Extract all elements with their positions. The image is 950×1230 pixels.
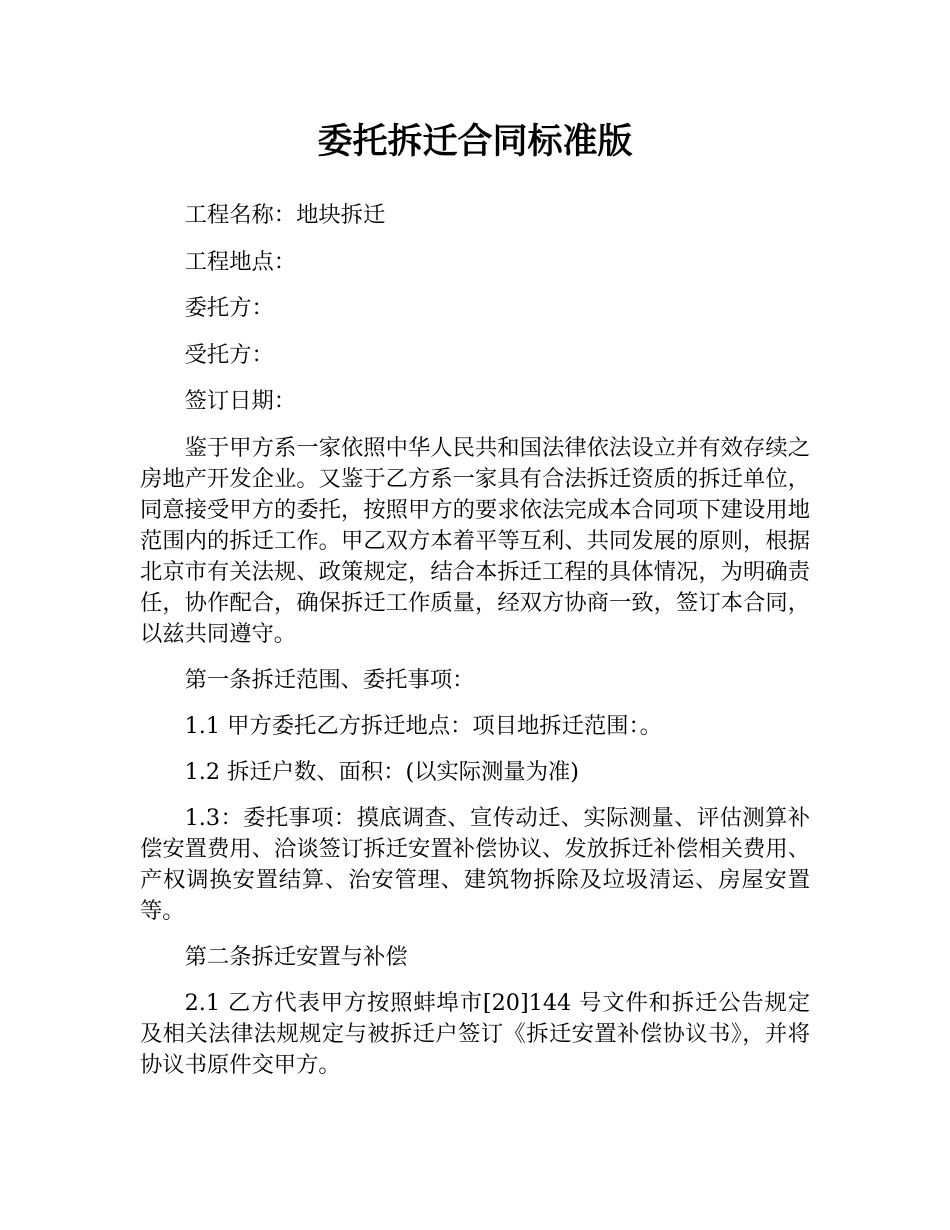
field-client: 委托方： [184,295,274,321]
clause-1-2: 1.2 拆迁户数、面积：(以实际测量为准) [184,758,579,785]
field-contractor: 受托方： [184,341,274,368]
clause-1-3: 1.3：委托事项：摸底调查、宣传动迁、实际测量、评估测算补偿安置费用、洽谈签订拆迁安置补偿协议、发放拆迁补偿相关费用、产权调换安置结算、治安管理、建筑物拆除及垃圾清运、房屋安置等。 [140,804,810,924]
document-title: 委托拆迁合同标准版 [317,122,633,162]
article-2-heading: 第二条拆迁安置与补偿 [184,943,408,970]
field-project-name: 工程名称：地块拆迁 [184,202,386,228]
document-body [140,200,810,1096]
clause-2-1: 2.1 乙方代表甲方按照蚌埠市[20]144 号文件和拆迁公告规定及相关法律法规规定与被拆迁户签订《拆迁安置补偿协议书》，并将协议书原件交甲方。 [140,989,810,1078]
field-sign-date: 签订日期： [184,388,297,414]
preamble-paragraph: 鉴于甲方系一家依照中华人民共和国法律依法设立并有效存续之房地产开发企业。又鉴于乙方系一家具有合法拆迁资质的拆迁单位，同意接受甲方的委托，按照甲方的要求依法完成本合同项下建设用地范围内的拆迁工作。甲乙双方本着平等互利、共同发展的原则，根据北京市有关法规、政策规定，结合本拆迁工程的具体情况，为明确责任，协作配合，确保拆迁工作质量，经双方协商一致，签订本合同，以兹共同遵守。 [140,434,810,647]
article-1-heading: 第一条拆迁范围、委托事项： [184,666,475,693]
field-project-location: 工程地点： [184,248,297,275]
clause-1-1: 1.1 甲方委托乙方拆迁地点：项目地拆迁范围：。 [184,712,662,739]
